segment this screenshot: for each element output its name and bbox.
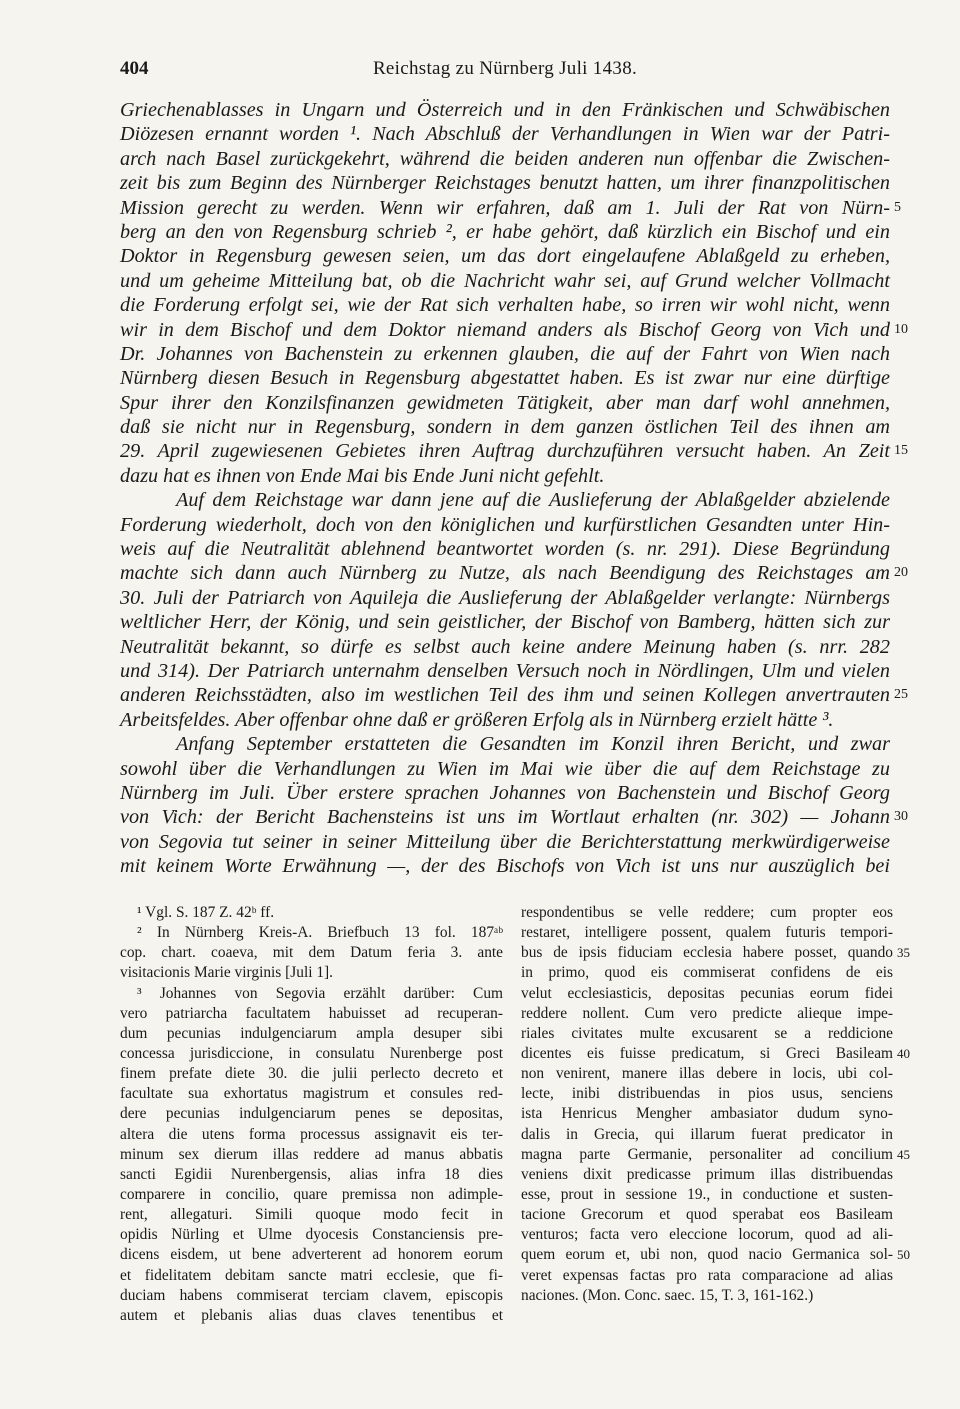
text-line <box>120 513 890 537</box>
footnote-line-text: visitacionis Marie virginis [Juli 1]. <box>120 964 334 982</box>
footnote-line <box>120 923 503 943</box>
footnote-line-text: comparere in concilio, quare premissa non adimple- <box>120 1185 503 1203</box>
text-line <box>120 781 890 805</box>
text-line-text: arch nach Basel zurückgekehrt, während die beiden anderen nun offenbar die Zwischen- <box>120 147 890 170</box>
text-line-text: Diözesen ernannt worden ¹. Nach Abschluß der Verhandlungen in Wien war der Patri- <box>120 123 890 146</box>
footnote-line-text: non venirent, manere illas debere in locis, ubi col- <box>521 1065 893 1083</box>
footnote-line <box>521 923 893 943</box>
footnote-line-text: duciam habens commiserat terciam clavem, episcopis <box>120 1286 503 1304</box>
text-line <box>120 171 890 195</box>
text-line <box>120 318 908 342</box>
text-line-text: Nürnberg diesen Besuch in Regensburg abgestattet haben. Es ist zwar nur eine dürftige <box>120 367 890 390</box>
page-header <box>120 58 890 88</box>
text-line-text: machte sich dann auch Nürnberg zu Nutze, als nach Beendigung des Reichstages am <box>120 562 890 585</box>
text-line <box>120 610 890 634</box>
footnote-line <box>521 963 893 983</box>
footnote-line-text: et fidelitatem debitam sancte matri ecclesie, que fi- <box>120 1266 503 1284</box>
footnote-line <box>120 1064 503 1084</box>
text-line <box>120 269 890 293</box>
footnote-line <box>521 1266 893 1286</box>
text-line-text: Forderung wiederholt, doch von den königlichen und kurfürstlichen Gesandten unter Hin- <box>120 513 890 536</box>
footnote-line <box>521 1004 893 1024</box>
footnote-line <box>521 943 910 963</box>
line-number: 35 <box>897 945 910 961</box>
text-line-text: Doktor in Regensburg gewesen seien, um das dort eingelaufene Ablaßgeld zu erheben, <box>120 245 890 268</box>
text-line-text: anderen Reichsstädten, also im westlichen Teil des ihm und seinen Kollegen anvertrauten <box>120 684 890 707</box>
line-number: 10 <box>894 321 908 337</box>
running-title: Reichstag zu Nürnberg Juli 1438. <box>372 58 638 79</box>
footnote-line <box>120 1165 503 1185</box>
text-line-text: von Segovia tut seiner in seiner Mitteilung über die Berichterstattung merkwürdigerweise <box>120 830 890 853</box>
text-line <box>120 391 890 415</box>
text-line <box>120 244 890 268</box>
text-line <box>120 98 890 122</box>
text-line <box>120 659 890 683</box>
text-line <box>120 196 901 220</box>
text-line <box>120 586 890 610</box>
footnote-line <box>120 1004 503 1024</box>
text-line-text: Griechenablasses in Ungarn und Österreich und in den Fränkischen und Schwäbischen <box>120 99 890 121</box>
footnote-line <box>521 1185 893 1205</box>
footnote-line-text: veniens dixit predicasse primum illas distribuendas <box>521 1165 893 1183</box>
text-line <box>120 805 908 829</box>
footnote-line <box>521 1165 893 1185</box>
text-line-text: dazu hat es ihnen von Ende Mai bis Ende Juni nicht gefehlt. <box>120 464 605 487</box>
text-line <box>120 537 890 561</box>
text-line <box>120 830 890 854</box>
text-line <box>120 342 890 366</box>
footnote-line-text: ² In Nürnberg Kreis-A. Briefbuch 13 fol. 187ᵃᵇ <box>137 924 503 942</box>
footnote-line-text: restaret, intelligere possent, qualem futuris tempori- <box>521 924 893 942</box>
footnotes-left-column <box>120 903 503 1326</box>
footnote-line-text: riales civitates multe excusarent se a reddicione <box>521 1024 893 1042</box>
text-line <box>120 122 890 146</box>
text-line <box>120 635 890 659</box>
footnote-line <box>120 1266 503 1286</box>
footnote-line <box>521 984 893 1004</box>
text-line <box>120 464 890 488</box>
text-line-text: zeit bis zum Beginn des Nürnberger Reichstages benutzt hatten, um ihrer finanzpolitischen <box>120 172 890 195</box>
line-number: 30 <box>894 809 908 825</box>
footnote-line-text: esse, prout in sessione 19., in conductione et susten- <box>521 1185 893 1203</box>
footnotes-right-column <box>521 903 910 1306</box>
text-line <box>120 708 890 732</box>
footnote-line <box>521 1245 910 1265</box>
text-line-text: Spur ihrer den Konzilsfinanzen gewidmeten Tätigkeit, aber man darf wohl annehmen, <box>120 391 890 414</box>
footnote-line <box>521 1145 910 1165</box>
text-line <box>120 488 890 512</box>
line-number: 15 <box>894 443 908 459</box>
text-line-text: Anfang September erstatteten die Gesandten im Konzil ihren Bericht, und zwar <box>176 733 890 756</box>
footnote-line-text: veret expensas factas pro rata comparacione ad alias <box>521 1266 893 1284</box>
text-line-text: weltlicher Herr, der König, und sein geistlicher, der Bischof von Bamberg, hätten sich zur <box>120 611 890 634</box>
footnote-line-text: ista Henricus Mengher ambasiator dudum syno- <box>521 1105 893 1123</box>
footnote-line <box>521 1225 893 1245</box>
footnote-line <box>521 1064 893 1084</box>
text-line <box>120 757 890 781</box>
footnote-line-text: tacione Grecorum et quod sperabat eos Basileam <box>521 1206 893 1224</box>
footnote-line-text: in primo, quod eis commiserat confidens de eis <box>521 964 893 982</box>
footnote-line-text: dum pecunias indulgenciarum ampla desuper sibi <box>120 1024 503 1042</box>
footnote-line <box>120 963 503 983</box>
footnote-line <box>120 1084 503 1104</box>
text-line-text: 30. Juli der Patriarch von Aquileja die Auslieferung der Ablaßgelder verlangte: Nürnbergs <box>120 586 890 609</box>
footnote-line <box>120 1044 503 1064</box>
footnote-line-text: autem et plebanis alias duas claves tenentibus et <box>120 1306 503 1324</box>
text-line-text: 29. April zugewiesenen Gebietes ihren Auftrag durchzuführen versucht haben. An Zeit <box>120 440 890 463</box>
footnote-line <box>120 1125 503 1145</box>
text-line-text: sowohl über die Verhandlungen zu Wien im Mai wie über die auf dem Reichstage zu <box>120 757 890 780</box>
footnote-line <box>521 1104 893 1124</box>
footnote-line-text: minum sex dierum illas reddere ad manus abbatis <box>120 1145 503 1163</box>
footnote-line <box>521 1084 893 1104</box>
text-line-text: von Vich: der Bericht Bachensteins ist uns im Wortlaut erhalten (nr. 302) — Johann <box>120 806 890 829</box>
footnote-line-text: dicens eisdem, ut bene adverterent ad honorem eorum <box>120 1246 503 1264</box>
text-line-text: daß sie nicht nur in Regensburg, sondern in dem ganzen östlichen Teil des ihnen am <box>120 416 890 439</box>
footnote-line <box>521 1205 893 1225</box>
line-number: 50 <box>897 1247 910 1263</box>
footnote-line-text: finem prefate diete 30. die julii perlecto decreto et <box>120 1065 503 1083</box>
text-line <box>120 147 890 171</box>
line-number: 40 <box>897 1045 910 1061</box>
footnote-line <box>120 1205 503 1225</box>
footnote-line-text: quem eorum et, ubi non, quod nacio Germanica sol- <box>521 1246 893 1264</box>
footnote-line-text: velut ecclesiasticis, depositas pecunias eorum fidei <box>521 984 893 1002</box>
line-number: 20 <box>894 565 908 581</box>
footnote-line <box>120 1104 503 1124</box>
footnote-line-text: lecte, inibi distribuendas in pios usus, senciens <box>521 1085 893 1103</box>
text-line <box>120 683 908 707</box>
footnote-line-text: rent, allegaturi. Simili quoque modo fecit in <box>120 1206 503 1224</box>
footnote-line-text: naciones. (Mon. Conc. saec. 15, T. 3, 161-162.) <box>521 1286 814 1304</box>
text-line-text: und um geheime Mitteilung bat, ob die Nachricht wahr sei, auf Grund welcher Vollmacht <box>120 269 890 292</box>
text-line <box>120 293 890 317</box>
footnote-line <box>120 1225 503 1245</box>
footnote-line <box>120 1286 503 1306</box>
footnote-line-text: respondentibus se velle reddere; cum propter eos <box>521 904 893 921</box>
footnote-line <box>521 1044 910 1064</box>
page-number: 404 <box>120 58 149 79</box>
footnote-line-text: altera die utens forma processus assignavit eis ter- <box>120 1125 503 1143</box>
text-line <box>120 220 890 244</box>
footnote-line <box>521 903 893 923</box>
text-line <box>120 732 890 756</box>
text-line-text: Arbeitsfeldes. Aber offenbar ohne daß er größeren Erfolg als in Nürnberg erzielt hätte ³. <box>120 708 834 731</box>
footnote-line-text: ³ Johannes von Segovia erzählt darüber: Cum <box>137 984 503 1002</box>
footnote-line <box>120 1024 503 1044</box>
footnote-line-text: vero patriarcha facultatem habuisset ad recuperan- <box>120 1004 503 1022</box>
footnote-line <box>120 1185 503 1205</box>
text-line-text: wir in dem Bischof und dem Doktor niemand anders als Bischof Georg von Vich und <box>120 318 890 341</box>
footnote-line <box>120 943 503 963</box>
footnote-line-text: magna parte Germanie, personaliter ad concilium <box>521 1145 893 1163</box>
footnote-line-text: cop. chart. coaeva, mit dem Datum feria 3. ante <box>120 944 503 962</box>
footnote-line-text: dere pecunias indulgenciarum penes se depositas, <box>120 1105 503 1123</box>
text-line-text: mit keinem Worte Erwähnung —, der des Bischofs von Vich ist uns nur auszüglich bei <box>120 855 890 878</box>
text-line <box>120 366 890 390</box>
footnote-line-text: concessa jurisdiccione, in consulatu Nurenberge post <box>120 1044 503 1062</box>
main-text <box>120 98 908 879</box>
footnote-line <box>120 984 503 1004</box>
line-number: 45 <box>897 1146 910 1162</box>
text-line-text: die Forderung erfolgt sei, wie der Rat sich verhalten habe, so irren wir wohl nicht, wenn <box>120 294 890 317</box>
text-line <box>120 415 890 439</box>
footnote-line <box>120 1145 503 1165</box>
text-line-text: berg an den von Regensburg schrieb ², er habe gehört, daß kürzlich ein Bischof und ein <box>120 220 890 243</box>
footnote-line-text: bus de ipsis fiduciam ecclesia habere posset, quando <box>521 944 893 962</box>
text-line-text: Neutralität bekannt, so dürfe es selbst auch keine andere Meinung haben (s. nrr. 282 <box>120 635 890 658</box>
footnote-line-text: reddere nollent. Cum vero predicte alieque impe- <box>521 1004 893 1022</box>
text-line-text: und 314). Der Patriarch unternahm denselben Versuch noch in Nördlingen, Ulm und vielen <box>120 659 890 682</box>
footnote-line <box>120 1306 503 1326</box>
text-line <box>120 439 908 463</box>
footnote-line <box>521 1024 893 1044</box>
footnote-line <box>521 1125 893 1145</box>
text-line-text: Auf dem Reichstage war dann jene auf die Auslieferung der Ablaßgelder abzielende <box>176 489 890 512</box>
footnote-line <box>521 1286 893 1306</box>
footnote-line <box>120 1245 503 1265</box>
line-number: 25 <box>894 687 908 703</box>
text-line <box>120 854 890 878</box>
footnote-line-text: ¹ Vgl. S. 187 Z. 42ᵇ ff. <box>137 904 275 921</box>
footnote-line-text: dicentes eis fuisse predicatum, si Greci Basileam <box>521 1044 893 1062</box>
line-number: 5 <box>894 199 901 215</box>
footnote-line-text: dalis in Grecia, qui illarum fuerat predicator in <box>521 1125 893 1143</box>
text-line-text: Nürnberg im Juli. Über erstere sprachen Johannes von Bachenstein und Bischof Georg <box>120 781 890 804</box>
footnote-line-text: opidis Nürling et Ulme dyocesis Constanciensis pre- <box>120 1226 503 1244</box>
footnote-line-text: facultate sua exhortatus magistrum et consules red- <box>120 1085 503 1103</box>
footnote-line-text: venturos; facta vero eleccione locorum, quod ad ali- <box>521 1226 893 1244</box>
text-line-text: Dr. Johannes von Bachenstein zu erkennen glauben, die auf der Fahrt von Wien nach <box>120 342 890 365</box>
text-line <box>120 561 908 585</box>
footnote-line-text: sancti Egidii Nurenbergensis, alias infra 18 dies <box>120 1165 503 1183</box>
text-line-text: Mission gerecht zu werden. Wenn wir erfahren, daß am 1. Juli der Rat von Nürn- <box>120 196 890 219</box>
footnote-line <box>120 903 503 923</box>
text-line-text: weis auf die Neutralität ablehnend beantwortet worden (s. nr. 291). Diese Begründung <box>120 538 890 561</box>
